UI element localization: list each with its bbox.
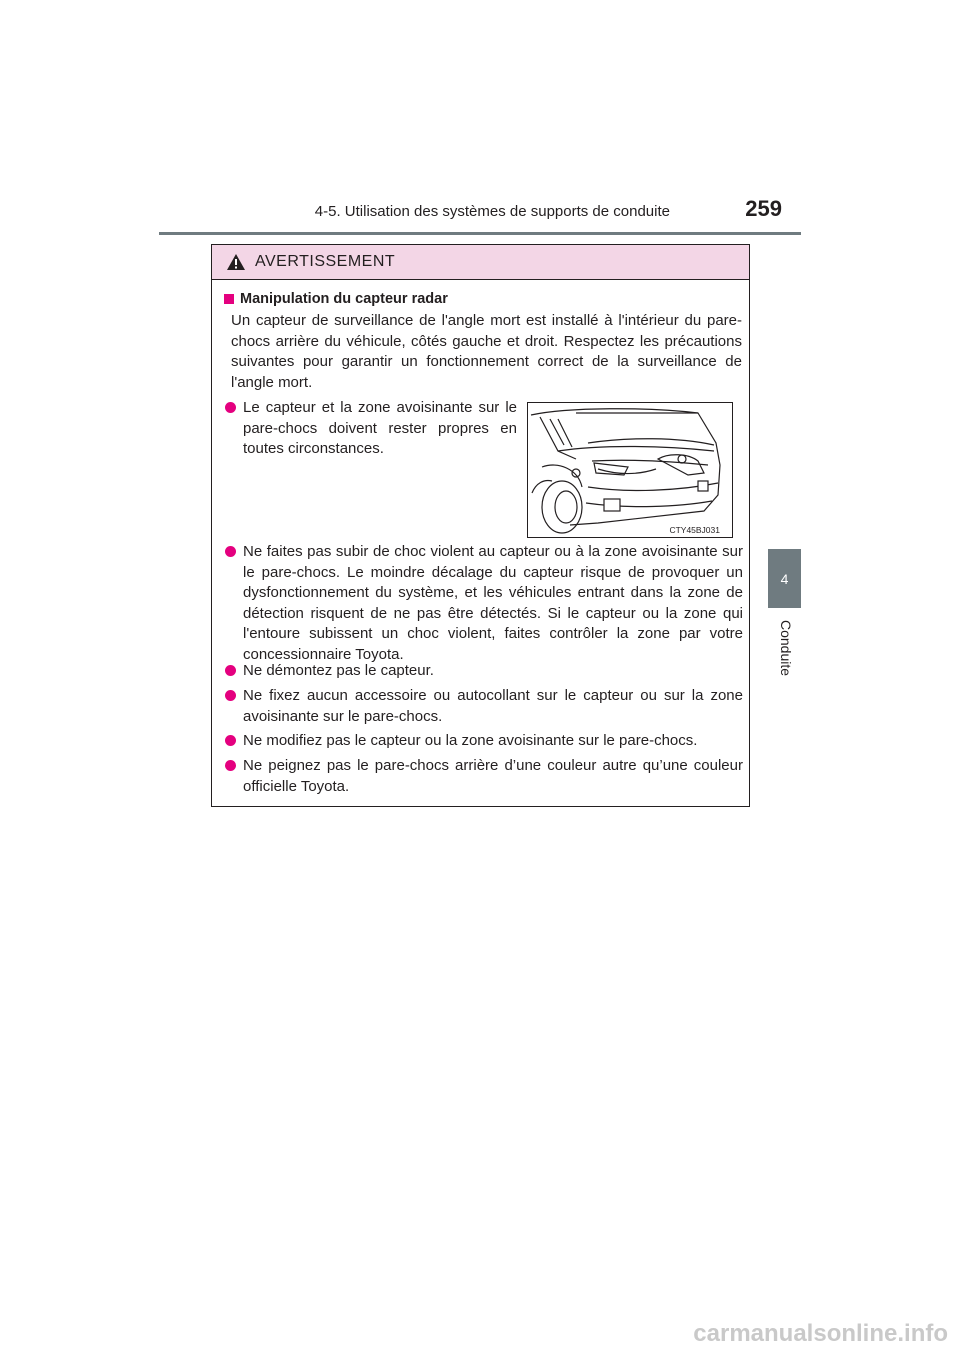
header-section-title: 4-5. Utilisation des systèmes de supports de conduite <box>314 203 670 220</box>
list-item-text: Ne faites pas subir de choc violent au capteur ou à la zone avoisinante sur le pare-chocs. Le moindre décalage du capteur risque de provoquer un dysfonctionnement du système, et les véhicules entrant dans la zone de détection risquent de ne pas être détectés. Si le capteur ou la zone qui l'entoure subissent un choc violent, faites contrôler la zone par votre concessionnaire Toyota. <box>243 543 743 663</box>
bullet-dot-icon <box>225 690 236 701</box>
section-heading-text: Manipulation du capteur radar <box>240 291 448 307</box>
bullet-dot-icon <box>225 665 236 676</box>
list-item-text: Ne peignez pas le pare-chocs arrière d’une couleur autre qu’une couleur officielle Toyota. <box>243 757 743 795</box>
list-item <box>225 542 743 665</box>
list-item-text: Ne modifiez pas le capteur ou la zone avoisinante sur le pare-chocs. <box>243 732 698 749</box>
warning-box <box>211 244 750 807</box>
figure-code: CTY45BJ031 <box>669 525 720 535</box>
list-item <box>225 686 743 727</box>
list-item-text: Ne fixez aucun accessoire ou autocollant sur le capteur ou sur la zone avoisinante sur le pare-chocs. <box>243 687 743 725</box>
bullet-dot-icon <box>225 735 236 746</box>
warning-triangle-icon <box>226 253 246 271</box>
list-item <box>225 731 743 752</box>
watermark: carmanualsonline.info <box>693 1320 948 1347</box>
car-rear-illustration <box>528 403 732 537</box>
bullet-dot-icon <box>225 760 236 771</box>
warning-header <box>212 245 749 280</box>
rear-bumper-figure <box>527 402 733 538</box>
chapter-number: 4 <box>780 570 789 587</box>
list-item <box>225 756 743 797</box>
chapter-label-container <box>771 618 801 678</box>
header-divider <box>159 232 801 235</box>
section-heading <box>224 291 448 307</box>
page-number: 259 <box>745 196 782 221</box>
chapter-label: Conduite <box>778 619 795 677</box>
warning-title: AVERTISSEMENT <box>255 253 396 270</box>
square-bullet-icon <box>224 294 234 304</box>
list-item <box>225 661 743 682</box>
bullet-dot-icon <box>225 402 236 413</box>
list-item <box>225 398 517 460</box>
chapter-tab <box>768 549 801 608</box>
intro-paragraph: Un capteur de surveillance de l'angle mort est installé à l'intérieur du pare-chocs arrière du véhicule, côtés gauche et droit. Respectez les précautions suivantes pour garantir un fonctionnement correct de la surveillance de l'angle mort. <box>231 312 742 391</box>
list-item-text: Le capteur et la zone avoisinante sur le pare-chocs doivent rester propres en toutes circonstances. <box>243 399 517 457</box>
list-item-text: Ne démontez pas le capteur. <box>243 662 434 679</box>
bullet-dot-icon <box>225 546 236 557</box>
